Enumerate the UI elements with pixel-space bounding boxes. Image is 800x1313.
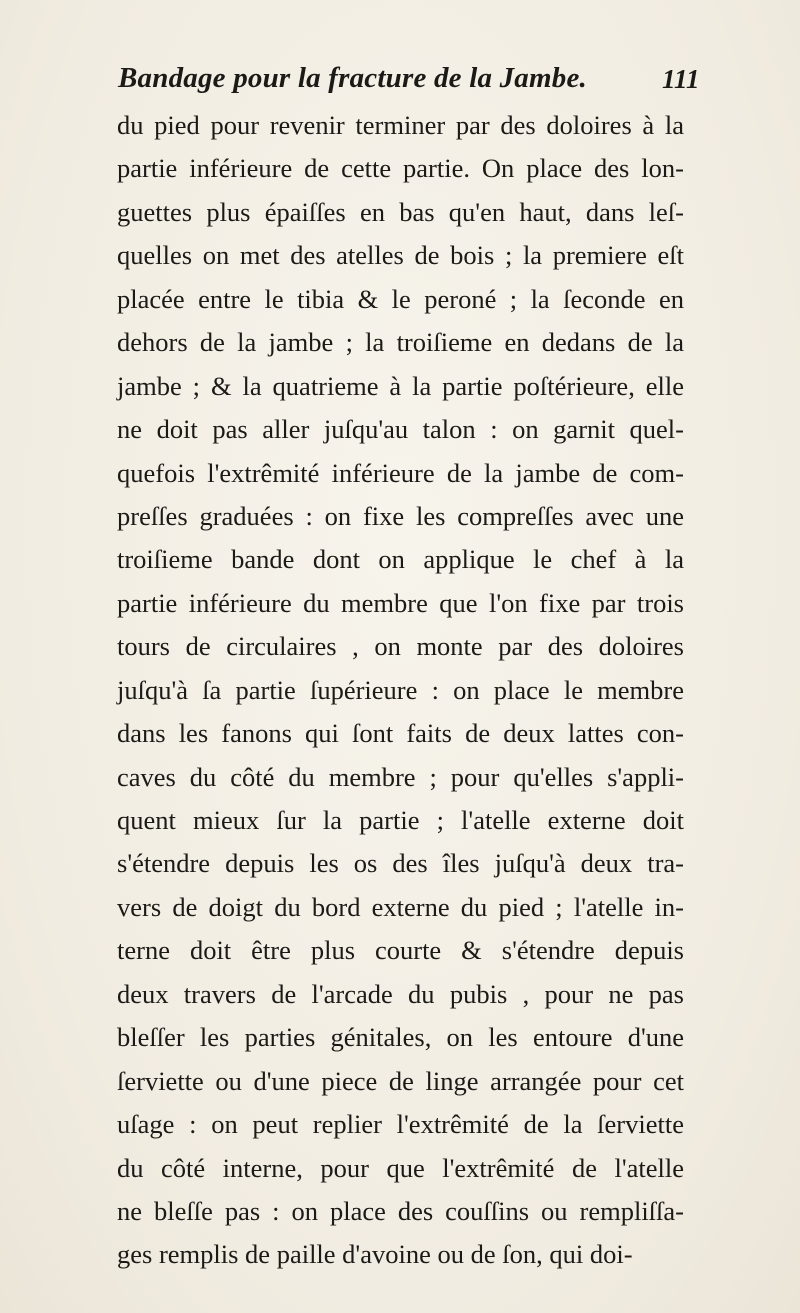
text-line: juſqu'à ſa partie ſupérieure : on place le membre [117,674,684,705]
text-line: jambe ; & la quatrieme à la partie poſtérieure, elle [117,370,684,401]
text-line: guettes plus épaiſſes en bas qu'en haut, dans leſ- [117,196,684,227]
running-head [0,62,800,102]
text-line: terne doit être plus courte & s'étendre depuis [117,935,684,966]
text-line: uſage : on peut replier l'extrêmité de la ſerviette [117,1109,684,1140]
text-line: quelles on met des atelles de bois ; la premiere eſt [117,240,684,271]
text-line: troiſieme bande dont on applique le chef à la [117,544,684,575]
text-line: partie inférieure de cette partie. On place des lon- [117,153,684,184]
text-line: partie inférieure du membre que l'on fixe par trois [117,587,684,618]
text-line: caves du côté du membre ; pour qu'elles s'appli- [117,761,684,792]
text-line: dehors de la jambe ; la troiſieme en dedans de la [117,327,684,358]
text-line: ſerviette ou d'une piece de linge arrangée pour cet [117,1065,684,1096]
text-line: vers de doigt du bord externe du pied ; l'atelle in- [117,891,684,922]
text-line: quent mieux ſur la partie ; l'atelle externe doit [117,805,684,835]
text-line: preſſes graduées : on fixe les compreſſes avec une [117,500,684,531]
body-text [117,104,684,1277]
text-line: s'étendre depuis les os des îles juſqu'à deux tra- [117,848,684,879]
text-line: bleſſer les parties génitales, on les entoure d'une [117,1022,684,1053]
text-line: dans les fanons qui ſont faits de deux lattes con- [117,718,684,749]
running-title: Bandage pour la fracture de la Jambe. [118,62,587,94]
text-line: ges remplis de paille d'avoine ou de ſon, qui doi- [117,1239,633,1270]
text-line: deux travers de l'arcade du pubis , pour ne pas [117,978,684,1009]
text-line: ne doit pas aller juſqu'au talon : on garnit quel- [117,414,684,445]
text-line: du côté interne, pour que l'extrêmité de l'atelle [117,1152,684,1183]
text-line: ne bleſſe pas : on place des couſſins ou rempliſſa- [117,1195,684,1226]
text-line: placée entre le tibia & le peroné ; la ſeconde en [117,283,684,314]
text-line: tours de circulaires , on monte par des doloires [117,631,684,662]
text-line: du pied pour revenir terminer par des doloires à la [117,110,684,140]
text-line: quefois l'extrêmité inférieure de la jambe de com- [117,457,684,488]
page-number: 111 [662,64,700,94]
